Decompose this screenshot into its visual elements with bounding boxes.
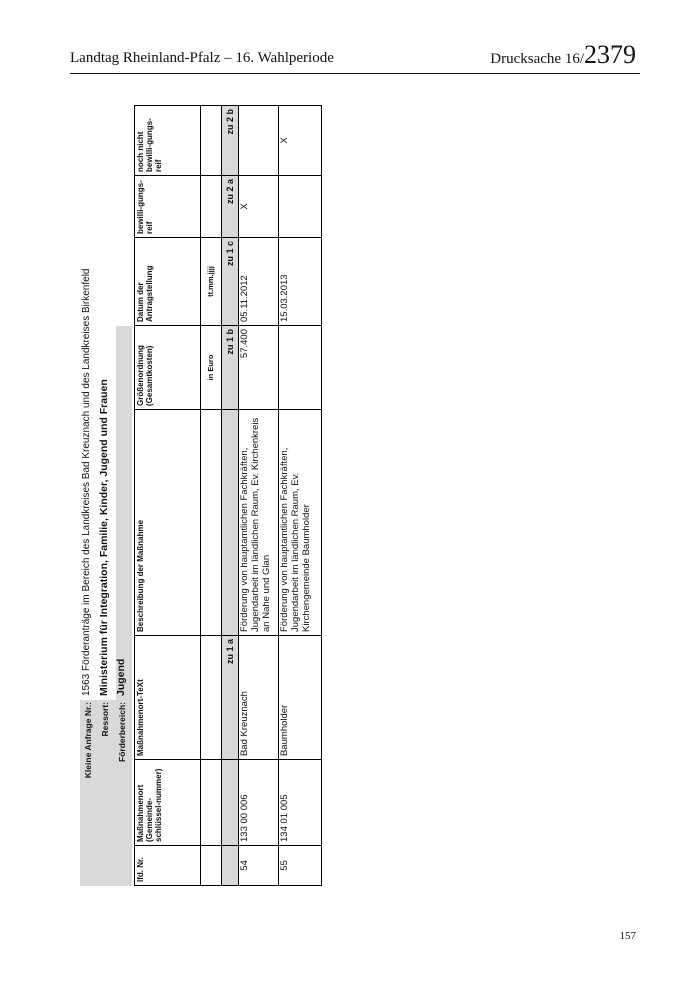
table-ref-row	[222, 106, 239, 886]
bereich-value: Jugend	[115, 658, 127, 696]
page-number: 157	[619, 930, 636, 942]
ref-kosten: zu 1 b	[222, 326, 239, 410]
row-reif-mark	[279, 176, 322, 238]
header-title: Landtag Rheinland-Pfalz – 16. Wahlperiode	[70, 50, 334, 66]
header-schluessel: Maßnahmenort (Gemeinde-schlüssel-nummer)	[135, 760, 201, 846]
row-nicht-reif-mark: X	[279, 106, 322, 176]
anfrage-value: 1563 Förderanträge im Bereich des Landkreises Bad Kreuznach und des Landkreises Birkenfeld	[81, 268, 92, 696]
row-schluessel: 133 00 006	[239, 760, 279, 846]
header-nicht-reif: noch nicht bewilli-gungs-reif	[135, 106, 201, 176]
row-nr: 54	[239, 846, 279, 886]
meta-ressort	[98, 106, 115, 886]
row-datum: 15.03.2013	[279, 238, 322, 326]
ref-reif: zu 2 a	[222, 176, 239, 238]
row-schluessel: 134 01 005	[279, 760, 322, 846]
header-kosten: Größenordnung (Gesamtkosten)	[135, 326, 201, 410]
ref-datum: zu 1 c	[222, 238, 239, 326]
row-ort: Bad Kreuznach	[239, 636, 279, 760]
row-kosten	[279, 326, 322, 410]
anfrage-label: Kleine Anfrage Nr.:	[83, 702, 93, 779]
drucksache-prefix: Drucksache 16/	[490, 51, 584, 67]
header-drucksache	[490, 40, 636, 70]
meta-bereich	[115, 106, 132, 886]
table-row	[239, 106, 279, 886]
foerder-table	[134, 105, 322, 886]
rotated-table-block	[80, 106, 342, 886]
header-datum: Datum der Antragstellung	[135, 238, 201, 326]
row-nicht-reif-mark	[239, 106, 279, 176]
header-reif: bewilli-gungs-reif	[135, 176, 201, 238]
unit-datum: tt.mm.jjjj	[201, 238, 222, 326]
row-ort: Baumholder	[279, 636, 322, 760]
row-beschreibung: Förderung von hauptamtlichen Fachkräften, Jugendarbeit im ländlichen Raum, Ev. Kirchengemeinde Baumholder	[279, 410, 322, 636]
row-kosten: 57.400	[239, 326, 279, 410]
row-datum: 05.11.2012	[239, 238, 279, 326]
table-unit-row	[201, 106, 222, 886]
ressort-label: Ressort:	[100, 702, 110, 737]
meta-anfrage	[81, 106, 98, 886]
bereich-label: Förderbereich:	[117, 702, 127, 762]
meta-box	[80, 106, 132, 886]
row-nr: 55	[279, 846, 322, 886]
drucksache-number: 2379	[584, 40, 636, 69]
ref-nicht-reif: zu 2 b	[222, 106, 239, 176]
row-reif-mark: X	[239, 176, 279, 238]
ref-ort-text: zu 1 a	[222, 636, 239, 760]
ressort-value: Ministerium für Integration, Familie, Kinder, Jugend und Frauen	[98, 379, 110, 696]
table-row	[279, 106, 322, 886]
table-header-row	[135, 106, 201, 886]
header-beschreibung: Beschreibung der Maßnahme	[135, 410, 201, 636]
header-ort-text: Maßnahmenort-TeXt	[135, 636, 201, 760]
unit-kosten: in Euro	[201, 326, 222, 410]
header-rule	[70, 73, 640, 74]
header-nr: lfd. Nr.	[135, 846, 201, 886]
row-beschreibung: Förderung von hauptamtlichen Fachkräften, Jugendarbeit im ländlichen Raum, Ev. Kirchenkreis an Nahe und Glan	[239, 410, 279, 636]
